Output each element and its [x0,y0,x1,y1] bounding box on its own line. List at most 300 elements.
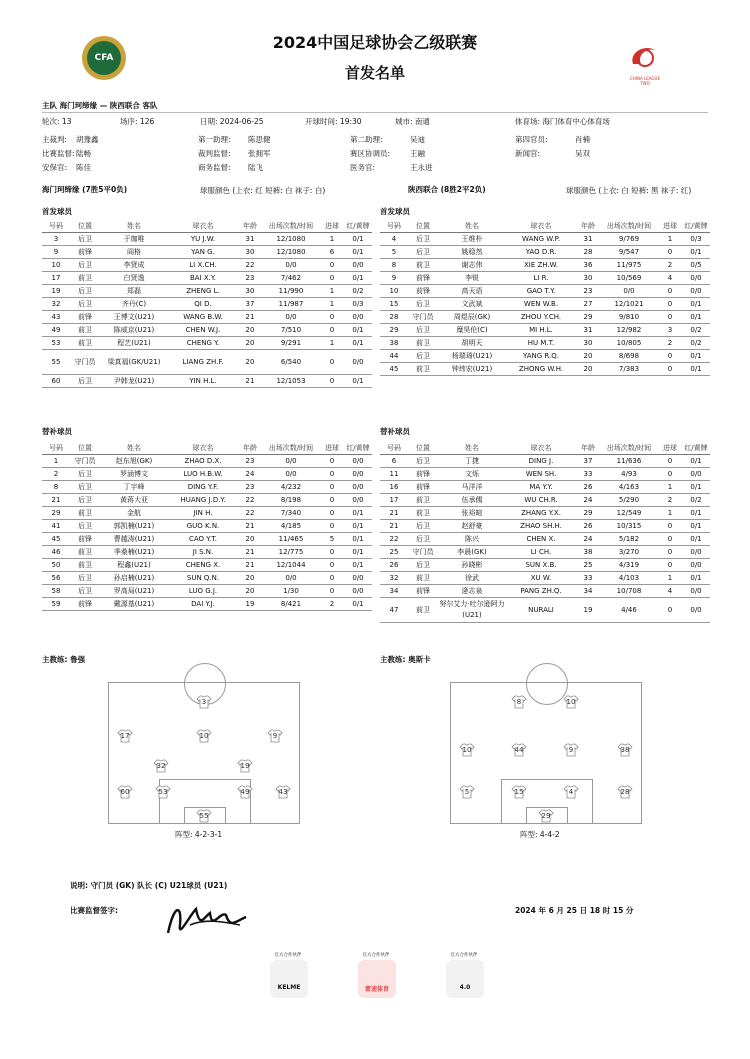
table-cell: 前锋 [408,585,438,598]
table-cell: 后卫 [408,533,438,546]
table-cell: 后卫 [408,233,438,246]
table-cell: 30 [576,337,600,350]
table-cell: 30 [238,246,262,259]
table-cell: 20 [238,572,262,585]
table-cell: 后卫 [70,375,100,388]
official-name: 吴迪 [410,135,425,144]
table-cell: 黄蒋大亚 [100,494,168,507]
player-shirt: 17 [117,729,133,743]
column-header: 出场次数/时间 [600,442,658,455]
official-name: 王融 [410,149,425,158]
table-cell: 25 [380,546,408,559]
table-cell: 努尔艾力·吐尔逊阿力(U21) [438,598,506,623]
player-shirt: 9 [563,743,579,757]
table-row [42,572,372,585]
table-cell: 9/769 [600,233,658,246]
table-cell: 文武斌 [438,298,506,311]
column-header: 进球 [658,442,682,455]
table-cell: WU CH.R. [506,494,576,507]
away-subs-table [380,442,710,623]
table-cell: 孙晓彬 [438,559,506,572]
column-header: 号码 [42,220,70,233]
column-header: 年龄 [576,220,600,233]
table-cell: 4/319 [600,559,658,572]
table-cell: 0 [320,455,344,468]
table-cell: 7/340 [262,507,320,520]
table-cell: 0 [320,585,344,598]
table-cell: 马洋洋 [438,481,506,494]
table-cell: MA Y.Y. [506,481,576,494]
table-cell: GAO T.Y. [506,285,576,298]
table-cell: 赵东旭(GK) [100,455,168,468]
table-cell: 齐丹(C) [100,298,168,311]
table-cell: 23 [238,455,262,468]
table-cell: 0 [658,559,682,572]
table-cell: 胡明天 [438,337,506,350]
column-header: 出场次数/时间 [262,220,320,233]
table-row [42,481,372,494]
table-cell: 38 [576,546,600,559]
column-header: 姓名 [438,442,506,455]
table-cell: 49 [42,324,70,337]
table-row [380,598,710,623]
table-cell: 29 [42,507,70,520]
table-cell: 12/982 [600,324,658,337]
table-cell: 前锋 [70,533,100,546]
league-logo-text: CHINA LEAGUE TWO [630,76,660,86]
table-cell: 53 [42,337,70,350]
table-cell: 伍承儒 [438,494,506,507]
table-row [42,285,372,298]
player-shirt: 49 [237,785,253,799]
table-cell: 后卫 [70,494,100,507]
player-shirt: 3 [196,695,212,709]
table-row [380,363,710,376]
city-field: 城市: 南通 [395,117,430,126]
table-cell: 戴源基(U21) [100,598,168,611]
table-cell: 程艺(U21) [100,337,168,350]
table-cell: 12/1021 [600,298,658,311]
table-row [380,272,710,285]
official-role: 第四官员: [515,135,548,144]
table-row [42,298,372,311]
table-cell: 守门员 [70,350,100,375]
table-cell: 钟炜宏(U21) [438,363,506,376]
table-cell: PANG ZH.Q. [506,585,576,598]
table-cell: 0 [320,259,344,272]
table-cell: 后卫 [408,246,438,259]
table-cell: 0/0 [344,259,372,272]
away-formation-label: 阵型: 4-4-2 [520,830,560,839]
table-cell: 43 [42,311,70,324]
table-row [42,546,372,559]
table-cell: 8/198 [262,494,320,507]
table-cell: 37 [238,298,262,311]
table-row [380,324,710,337]
player-shirt: 10 [196,729,212,743]
table-cell: 0/1 [682,311,710,324]
away-formation-pitch [450,682,642,824]
table-cell: 后卫 [70,585,100,598]
official-name: 陈佳 [76,163,91,172]
table-row [42,233,372,246]
table-cell: 程鑫(U21) [100,559,168,572]
table-cell: 前卫 [70,337,100,350]
table-cell: 19 [576,598,600,623]
cfa-logo-text: CFA [87,41,121,75]
table-cell: 10 [42,259,70,272]
table-cell: 后卫 [70,572,100,585]
table-cell: 赵舒豪 [438,520,506,533]
table-cell: DING J. [506,455,576,468]
table-cell: 0/3 [344,298,372,311]
legend-note: 说明: 守门员 (GK) 队长 (C) U21球员 (U21) [70,881,228,890]
teams-line: 主队 海门珂缔缘 — 陕西联合 客队 [42,101,158,110]
table-cell: CHENG X. [168,559,238,572]
table-cell: 0/3 [682,233,710,246]
table-cell: XU W. [506,572,576,585]
table-cell: 0/1 [682,455,710,468]
table-cell: 0 [320,375,344,388]
table-cell: 20 [238,337,262,350]
table-cell: 11/987 [262,298,320,311]
away-subs-label: 替补球员 [380,427,410,436]
column-header: 出场次数/时间 [262,442,320,455]
table-cell: 阎格 [100,246,168,259]
player-shirt: 55 [196,809,212,823]
table-row [380,494,710,507]
table-cell: 守门员 [70,455,100,468]
table-cell: 20 [238,585,262,598]
table-cell: 后卫 [70,481,100,494]
table-cell: 0 [658,246,682,259]
table-cell: 0/2 [682,494,710,507]
official-role: 商务监督: [198,163,231,172]
table-cell: 张裕暄 [438,507,506,520]
table-cell: ZHONG W.H. [506,363,576,376]
table-cell: 0/1 [344,533,372,546]
table-cell: GUO K.N. [168,520,238,533]
table-cell: 0/0 [344,572,372,585]
table-cell: 8 [380,259,408,272]
table-cell: 29 [380,324,408,337]
table-cell: 0/0 [344,494,372,507]
table-cell: 21 [238,520,262,533]
table-cell: 9/810 [600,311,658,324]
column-header: 红/黄牌 [682,220,710,233]
table-cell: 谢志伟 [438,259,506,272]
table-cell: 李贤成 [100,259,168,272]
column-header: 年龄 [238,442,262,455]
table-cell: 0/0 [262,259,320,272]
table-cell: 41 [42,520,70,533]
table-cell: 守门员 [408,546,438,559]
official-name: 肖楠 [575,135,590,144]
table-row [42,598,372,611]
table-cell: 0/0 [682,546,710,559]
table-cell: 1 [320,233,344,246]
sponsor-caption-1: 官方合作伙伴 [274,953,302,958]
table-cell: 50 [42,559,70,572]
divider [42,112,708,113]
table-cell: 前锋 [70,311,100,324]
table-cell: 后卫 [408,520,438,533]
table-cell: WEN W.B. [506,298,576,311]
table-cell: 姚稳然 [438,246,506,259]
table-cell: 0 [658,311,682,324]
table-cell: 0 [320,350,344,375]
home-coach: 主教练: 鲁强 [42,655,86,664]
table-cell: 前卫 [70,507,100,520]
table-cell: 0 [658,598,682,623]
table-cell: 李锐 [438,272,506,285]
table-cell: 3 [42,233,70,246]
table-cell: 后卫 [70,298,100,311]
player-shirt: 8 [511,695,527,709]
table-cell: 守门员 [408,311,438,324]
table-cell: 前卫 [70,272,100,285]
table-cell: YAN G. [168,246,238,259]
table-cell: 杨瑞琦(U21) [438,350,506,363]
table-cell: 9 [42,246,70,259]
player-shirt: 15 [511,785,527,799]
table-cell: 28 [380,311,408,324]
table-cell: 0/1 [682,363,710,376]
column-header: 球衣名 [506,442,576,455]
table-cell: 12/775 [262,546,320,559]
table-cell: 孙启楠(U21) [100,572,168,585]
table-row [380,546,710,559]
table-cell: CHENG Y. [168,337,238,350]
table-cell: 3/270 [600,546,658,559]
table-cell: 郭凯楠(U21) [100,520,168,533]
table-row [380,533,710,546]
table-cell: 0/1 [344,324,372,337]
table-cell: 前卫 [70,546,100,559]
table-cell: 9/547 [600,246,658,259]
player-shirt: 5 [459,785,475,799]
table-cell: ZHAO SH.H. [506,520,576,533]
table-cell: 4/93 [600,468,658,481]
table-row [42,559,372,572]
table-cell: 1 [320,298,344,311]
table-cell: SUN Q.N. [168,572,238,585]
sponsor-kelme: KELME [270,960,308,998]
table-cell: 10/805 [600,337,658,350]
table-cell: 前锋 [408,468,438,481]
player-shirt: 4 [563,785,579,799]
table-cell: 12/1080 [262,246,320,259]
table-cell: 1 [320,337,344,350]
table-cell: 白贤逸 [100,272,168,285]
table-cell: 前卫 [70,324,100,337]
table-cell: 0 [658,363,682,376]
official-name: 陆畅 [76,149,91,158]
table-cell: 0/2 [344,285,372,298]
column-header: 球衣名 [168,442,238,455]
column-header: 进球 [658,220,682,233]
table-cell: 3 [658,324,682,337]
table-cell: 0/1 [682,246,710,259]
table-cell: 24 [238,468,262,481]
kickoff-field: 开球时间: 19:30 [305,117,362,126]
table-cell: 前锋 [70,246,100,259]
table-cell: XIE ZH.W. [506,259,576,272]
official-role: 裁判监督: [198,149,231,158]
table-cell: 47 [380,598,408,623]
table-cell: 20 [576,363,600,376]
table-row [42,375,372,388]
official-name: 陆飞 [248,163,263,172]
column-header: 进球 [320,220,344,233]
table-cell: ZHENG L. [168,285,238,298]
table-cell: QI D. [168,298,238,311]
table-cell: 前卫 [70,559,100,572]
player-shirt: 28 [617,785,633,799]
table-cell: 梁真福(GK/U21) [100,350,168,375]
table-cell: 31 [238,233,262,246]
table-cell: 30 [576,272,600,285]
table-cell: 前卫 [408,337,438,350]
table-cell: 0 [658,455,682,468]
table-cell: SUN X.B. [506,559,576,572]
table-cell: 30 [238,285,262,298]
table-cell: 16 [380,481,408,494]
table-cell: 20 [576,350,600,363]
table-cell: 0/0 [262,572,320,585]
away-starters-label: 首发球员 [380,207,410,216]
table-cell: 0 [320,546,344,559]
table-cell: 2 [658,494,682,507]
table-cell: 后卫 [408,559,438,572]
table-cell: 44 [380,350,408,363]
player-shirt: 19 [237,759,253,773]
table-cell: 2 [658,337,682,350]
table-cell: DAI Y.J. [168,598,238,611]
table-cell: 0/0 [682,598,710,623]
table-cell: 1 [42,455,70,468]
table-row [42,533,372,546]
table-cell: 前卫 [408,598,438,623]
column-header: 位置 [408,442,438,455]
table-cell: 罗高局(U21) [100,585,168,598]
table-cell: 12/1080 [262,233,320,246]
table-cell: 4/232 [262,481,320,494]
table-cell: 7/383 [600,363,658,376]
table-cell: NURALI [506,598,576,623]
signature [160,895,250,945]
table-cell: 4/103 [600,572,658,585]
player-shirt: 43 [275,785,291,799]
table-cell: WEN SH. [506,468,576,481]
table-cell: 9/291 [262,337,320,350]
home-team-name: 海门珂缔缘 (7胜5平0负) [42,185,128,194]
table-cell: 4/185 [262,520,320,533]
table-cell: 0 [658,350,682,363]
table-cell: 4/163 [600,481,658,494]
table-cell: 21 [380,520,408,533]
column-header: 号码 [42,442,70,455]
table-cell: CHEN W.J. [168,324,238,337]
table-cell: 5 [380,246,408,259]
table-cell: 11/990 [262,285,320,298]
table-cell: 5 [320,533,344,546]
table-cell: YU J.W. [168,233,238,246]
table-cell: 31 [576,324,600,337]
table-cell: 59 [42,598,70,611]
table-cell: 0/1 [344,375,372,388]
table-cell: 12/549 [600,507,658,520]
player-shirt: 10 [459,743,475,757]
table-cell: 4 [658,585,682,598]
table-row [380,468,710,481]
table-cell: 11/636 [600,455,658,468]
table-cell: 1 [658,233,682,246]
table-cell: 5/290 [600,494,658,507]
table-cell: 17 [380,494,408,507]
table-cell: 58 [42,585,70,598]
table-cell: 0/2 [682,337,710,350]
table-cell: 24 [576,533,600,546]
table-cell: 前锋 [408,285,438,298]
table-cell: 王维朴 [438,233,506,246]
table-cell: 0 [320,468,344,481]
table-cell: 6/540 [262,350,320,375]
table-cell: 0/0 [344,585,372,598]
table-cell: 7/510 [262,324,320,337]
table-cell: 0 [320,324,344,337]
table-cell: 17 [42,272,70,285]
table-cell: 20 [238,533,262,546]
column-header: 红/黄牌 [682,442,710,455]
table-cell: 28 [576,246,600,259]
table-cell: 前锋 [408,272,438,285]
table-cell: 34 [380,585,408,598]
table-cell: JIN H. [168,507,238,520]
table-cell: 0/1 [682,481,710,494]
player-shirt: 44 [511,743,527,757]
table-cell: BAI X.Y. [168,272,238,285]
table-cell: 10 [380,285,408,298]
table-cell: 29 [576,507,600,520]
official-role: 主裁判: [42,135,68,144]
table-cell: 12/1053 [262,375,320,388]
away-starters-table [380,220,710,376]
table-cell: 前卫 [408,363,438,376]
column-header: 姓名 [438,220,506,233]
table-cell: 1 [320,285,344,298]
table-cell: LI R. [506,272,576,285]
table-row [42,350,372,375]
table-cell: 0 [320,559,344,572]
table-cell: 33 [576,468,600,481]
table-cell: 0/1 [344,559,372,572]
table-cell: 0 [320,507,344,520]
column-header: 年龄 [238,220,262,233]
table-cell: 0/1 [344,520,372,533]
table-cell: ZHOU Y.CH. [506,311,576,324]
column-header: 进球 [320,442,344,455]
table-cell: LIANG ZH.F. [168,350,238,375]
table-cell: 0/1 [344,546,372,559]
table-cell: 前卫 [408,494,438,507]
table-row [42,324,372,337]
table-cell: 后卫 [408,350,438,363]
table-cell: 陈兴 [438,533,506,546]
official-role: 医务官: [350,163,376,172]
table-cell: 后卫 [70,285,100,298]
table-cell: 高天语 [438,285,506,298]
